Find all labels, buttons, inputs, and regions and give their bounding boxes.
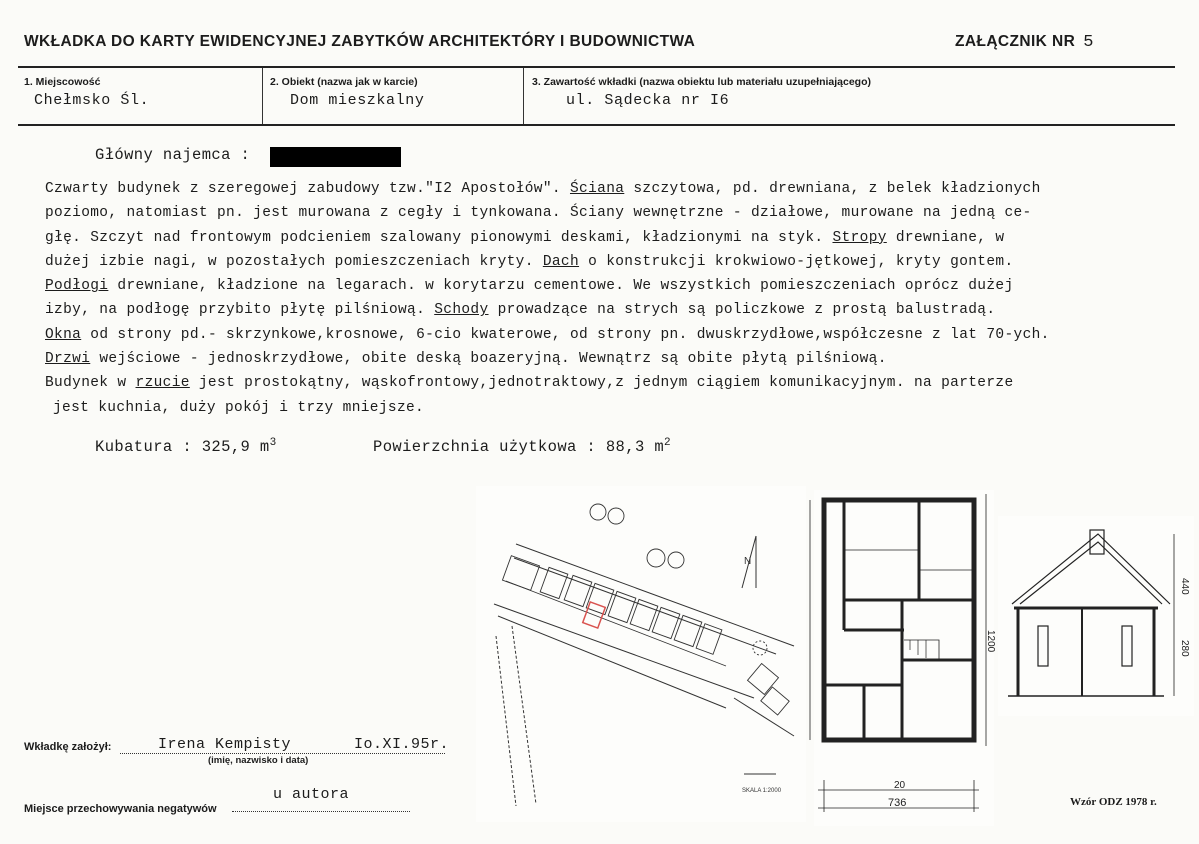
locality-label: 1. Miejscowość: [24, 76, 101, 88]
section-drawing: [998, 516, 1194, 716]
description-line: izby, na podłogę przybito płytę pilśniową. Schody prowadzące na strych są policzkowe z prostą balustradą.: [45, 302, 996, 319]
description-line: Drzwi wejściowe - jednoskrzydłowe, obite deską boazeryjną. Wewnątrz są obite płytą pilśniową.: [45, 351, 887, 368]
storage-line: [232, 811, 410, 812]
content-label: 3. Zawartość wkładki (nazwa obiektu lub materiału uzupełniającego): [532, 76, 871, 88]
powierzchnia: Powierzchnia użytkowa : 88,3 $m^2$: [373, 437, 672, 457]
locality-value: Chełmsko Śl.: [34, 92, 150, 109]
form-title: WKŁADKA DO KARTY EWIDENCYJNEJ ZABYTKÓW ARCHITEKTÓRY I BUDOWNICTWA: [24, 33, 696, 50]
redaction-bar: [270, 147, 401, 167]
storage-label: Miejsce przechowywania negatywów: [24, 803, 217, 815]
description-text: [45, 177, 1195, 420]
annex-label: ZAŁĄCZNIK NR: [955, 33, 1076, 50]
annex-number: 5: [1083, 33, 1094, 52]
description-line: jest kuchnia, duży pokój i trzy mniejsze.: [53, 399, 425, 416]
tenant-label: Główny najemca :: [95, 146, 251, 164]
kubatura: Kubatura : 325,9 $m^3$: [95, 437, 277, 457]
dim-height: 1200: [985, 630, 996, 653]
header-top-rule: [18, 66, 1175, 68]
author-name: Irena Kempisty: [158, 736, 292, 753]
description-line: Okna od strony pd.- skrzynkowe,krosnowe, 6-cio kwaterowe, od strony pn. dwuskrzydłowe,współczesne z lat 70-ych.: [45, 326, 1050, 343]
description-line: Podłogi drewniane, kładzione na legarach. w korytarzu cementowe. We wszystkich pomieszczeniach oprócz dużej: [45, 278, 1014, 295]
field-divider: [262, 68, 263, 124]
object-value: Dom mieszkalny: [290, 92, 425, 109]
annex-heading: [955, 33, 1094, 52]
form-id: Wzór ODZ 1978 r.: [1070, 796, 1157, 808]
dim-inner: 20: [894, 780, 906, 791]
description-line: Budynek w rzucie jest prostokątny, wąskofrontowy,jednotraktowy,z jednym ciągiem komunikacyjnym. na parterze: [45, 375, 1014, 392]
field-divider: [523, 68, 524, 124]
dim-width: 736: [888, 797, 907, 809]
author-label: Wkładkę założył:: [24, 741, 112, 753]
author-date: Io.XI.95r.: [354, 736, 450, 753]
content-value: ul. Sądecka nr I6: [566, 92, 730, 109]
storage-value: u autora: [273, 786, 350, 803]
dim-top: 440: [1179, 578, 1190, 595]
site-plan-drawing: [476, 486, 806, 822]
description-line: Czwarty budynek z szeregowej zabudowy tzw."I2 Apostołów". Ściana szczytowa, pd. drewniana, z belek kładzionych: [45, 181, 1041, 197]
object-label: 2. Obiekt (nazwa jak w karcie): [270, 76, 418, 88]
header-bottom-rule: [18, 124, 1175, 126]
author-line: [120, 753, 445, 754]
north-arrow-label: N: [744, 556, 752, 567]
author-sublabel: (imię, nazwisko i data): [208, 755, 309, 766]
description-line: głę. Szczyt nad frontowym podcieniem szalowany pionowymi deskami, kładzionymi na styk. Stropy drewniane, w: [45, 229, 1005, 246]
description-line: poziomo, natomiast pn. jest murowana z cegły i tynkowana. Ściany wewnętrzne - działowe, murowane na jedną ce-: [45, 205, 1032, 222]
dim-bottom: 280: [1179, 640, 1190, 657]
floor-plan-drawing: [814, 490, 994, 826]
scale-label: SKALA 1:2000: [742, 788, 782, 794]
description-line: dużej izbie nagi, w pozostałych pomieszczeniach kryty. Dach o konstrukcji krokwiowo-jętkowej, kryty gontem.: [45, 253, 1014, 270]
